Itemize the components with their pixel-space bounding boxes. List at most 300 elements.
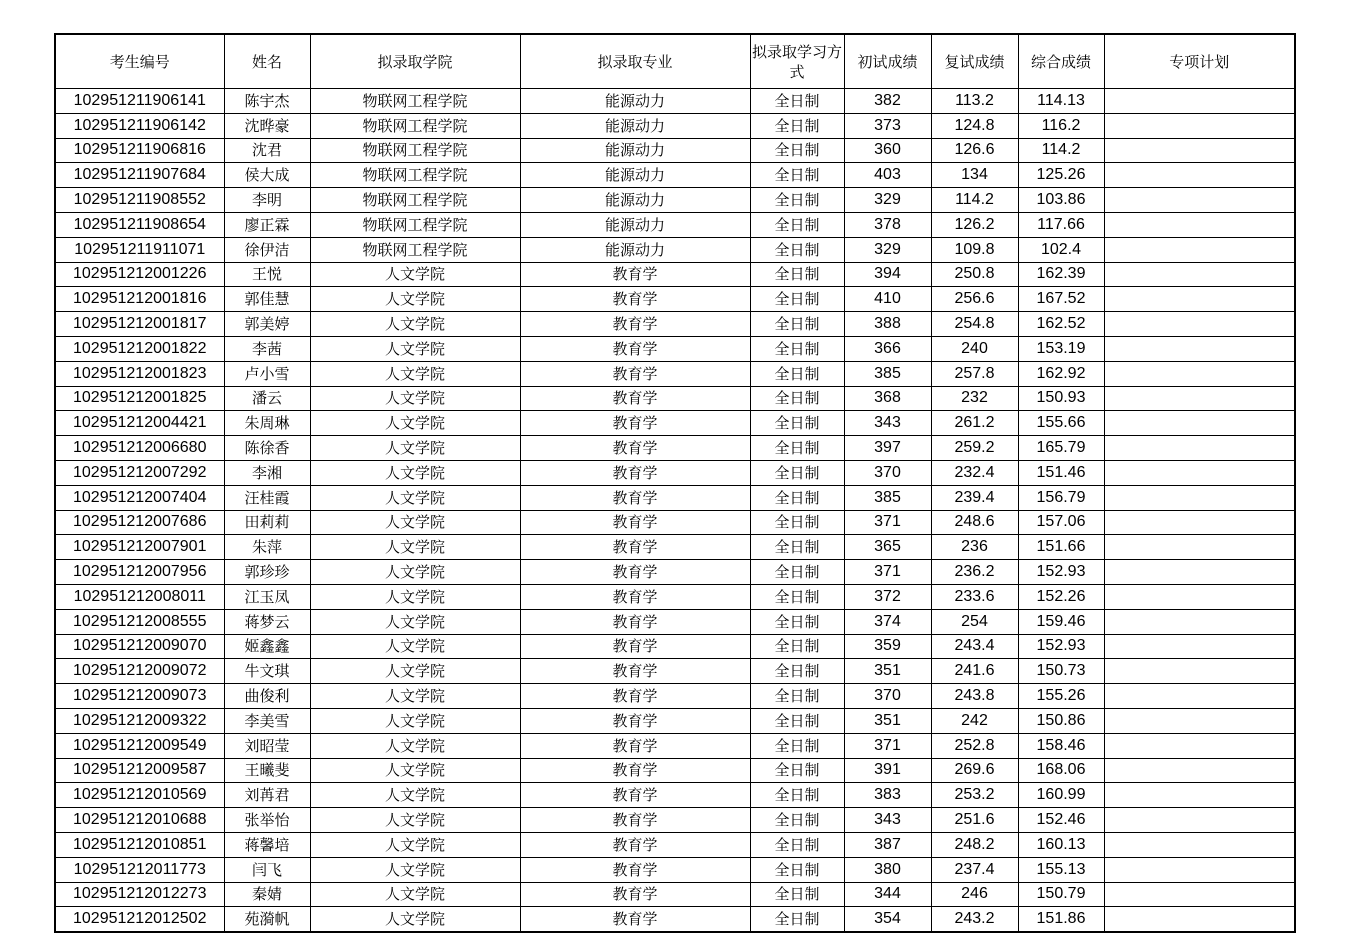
cell-total-score: 155.26 xyxy=(1018,684,1104,709)
cell-major: 能源动力 xyxy=(520,138,750,163)
cell-study-mode: 全日制 xyxy=(750,89,844,114)
cell-college: 人文学院 xyxy=(310,708,520,733)
cell-major: 教育学 xyxy=(520,312,750,337)
cell-name: 潘云 xyxy=(224,386,310,411)
cell-retest-score: 241.6 xyxy=(931,659,1018,684)
cell-retest-score: 126.2 xyxy=(931,212,1018,237)
cell-special-plan xyxy=(1104,832,1295,857)
cell-candidate-id: 102951212009072 xyxy=(55,659,224,684)
table-row xyxy=(55,336,1295,361)
cell-total-score: 116.2 xyxy=(1018,113,1104,138)
cell-name: 姬鑫鑫 xyxy=(224,634,310,659)
cell-college: 人文学院 xyxy=(310,411,520,436)
cell-initial-score: 343 xyxy=(844,808,931,833)
cell-retest-score: 134 xyxy=(931,163,1018,188)
cell-retest-score: 259.2 xyxy=(931,436,1018,461)
cell-name: 闫飞 xyxy=(224,857,310,882)
cell-retest-score: 269.6 xyxy=(931,758,1018,783)
cell-initial-score: 365 xyxy=(844,535,931,560)
cell-name: 王悦 xyxy=(224,262,310,287)
table-row xyxy=(55,783,1295,808)
cell-total-score: 102.4 xyxy=(1018,237,1104,262)
cell-total-score: 156.79 xyxy=(1018,485,1104,510)
cell-special-plan xyxy=(1104,89,1295,114)
cell-initial-score: 366 xyxy=(844,336,931,361)
cell-college: 人文学院 xyxy=(310,584,520,609)
cell-study-mode: 全日制 xyxy=(750,882,844,907)
table-row xyxy=(55,237,1295,262)
cell-special-plan xyxy=(1104,163,1295,188)
cell-college: 人文学院 xyxy=(310,386,520,411)
cell-college: 人文学院 xyxy=(310,436,520,461)
table-row xyxy=(55,684,1295,709)
cell-college: 物联网工程学院 xyxy=(310,212,520,237)
table-row xyxy=(55,758,1295,783)
header-name: 姓名 xyxy=(224,34,310,89)
cell-study-mode: 全日制 xyxy=(750,659,844,684)
header-special-plan: 专项计划 xyxy=(1104,34,1295,89)
cell-total-score: 114.2 xyxy=(1018,138,1104,163)
cell-special-plan xyxy=(1104,138,1295,163)
cell-name: 苑漪帆 xyxy=(224,907,310,932)
cell-candidate-id: 102951211906142 xyxy=(55,113,224,138)
cell-special-plan xyxy=(1104,460,1295,485)
cell-college: 人文学院 xyxy=(310,882,520,907)
cell-candidate-id: 102951211906816 xyxy=(55,138,224,163)
table-row xyxy=(55,832,1295,857)
cell-retest-score: 124.8 xyxy=(931,113,1018,138)
cell-major: 教育学 xyxy=(520,386,750,411)
cell-initial-score: 387 xyxy=(844,832,931,857)
cell-initial-score: 397 xyxy=(844,436,931,461)
cell-initial-score: 371 xyxy=(844,510,931,535)
cell-special-plan xyxy=(1104,336,1295,361)
cell-candidate-id: 102951212011773 xyxy=(55,857,224,882)
cell-college: 人文学院 xyxy=(310,684,520,709)
cell-study-mode: 全日制 xyxy=(750,411,844,436)
cell-college: 人文学院 xyxy=(310,758,520,783)
cell-study-mode: 全日制 xyxy=(750,262,844,287)
header-candidate-id: 考生编号 xyxy=(55,34,224,89)
cell-candidate-id: 102951212007901 xyxy=(55,535,224,560)
cell-name: 李茜 xyxy=(224,336,310,361)
cell-initial-score: 385 xyxy=(844,485,931,510)
cell-total-score: 151.46 xyxy=(1018,460,1104,485)
cell-retest-score: 257.8 xyxy=(931,361,1018,386)
table-row xyxy=(55,609,1295,634)
cell-major: 教育学 xyxy=(520,857,750,882)
cell-retest-score: 246 xyxy=(931,882,1018,907)
cell-major: 教育学 xyxy=(520,832,750,857)
cell-major: 教育学 xyxy=(520,907,750,932)
cell-retest-score: 236 xyxy=(931,535,1018,560)
cell-candidate-id: 102951212006680 xyxy=(55,436,224,461)
cell-name: 廖正霖 xyxy=(224,212,310,237)
table-row xyxy=(55,708,1295,733)
cell-study-mode: 全日制 xyxy=(750,361,844,386)
table-row xyxy=(55,733,1295,758)
cell-special-plan xyxy=(1104,386,1295,411)
table-row xyxy=(55,212,1295,237)
table-row xyxy=(55,659,1295,684)
cell-name: 蒋梦云 xyxy=(224,609,310,634)
cell-name: 陈徐香 xyxy=(224,436,310,461)
cell-candidate-id: 102951212012502 xyxy=(55,907,224,932)
cell-major: 教育学 xyxy=(520,361,750,386)
cell-initial-score: 403 xyxy=(844,163,931,188)
cell-major: 能源动力 xyxy=(520,113,750,138)
cell-study-mode: 全日制 xyxy=(750,535,844,560)
cell-special-plan xyxy=(1104,262,1295,287)
cell-special-plan xyxy=(1104,659,1295,684)
cell-study-mode: 全日制 xyxy=(750,188,844,213)
cell-special-plan xyxy=(1104,584,1295,609)
table-row xyxy=(55,510,1295,535)
cell-retest-score: 251.6 xyxy=(931,808,1018,833)
cell-candidate-id: 102951212001822 xyxy=(55,336,224,361)
cell-total-score: 160.13 xyxy=(1018,832,1104,857)
cell-candidate-id: 102951212010569 xyxy=(55,783,224,808)
cell-major: 教育学 xyxy=(520,560,750,585)
cell-candidate-id: 102951212008555 xyxy=(55,609,224,634)
cell-initial-score: 378 xyxy=(844,212,931,237)
cell-name: 牛文琪 xyxy=(224,659,310,684)
cell-major: 教育学 xyxy=(520,659,750,684)
cell-college: 物联网工程学院 xyxy=(310,89,520,114)
header-row xyxy=(55,34,1295,89)
cell-study-mode: 全日制 xyxy=(750,510,844,535)
cell-initial-score: 370 xyxy=(844,684,931,709)
cell-name: 秦婧 xyxy=(224,882,310,907)
cell-name: 刘苒君 xyxy=(224,783,310,808)
cell-name: 沈君 xyxy=(224,138,310,163)
cell-college: 人文学院 xyxy=(310,510,520,535)
cell-retest-score: 237.4 xyxy=(931,857,1018,882)
cell-retest-score: 126.6 xyxy=(931,138,1018,163)
cell-total-score: 159.46 xyxy=(1018,609,1104,634)
cell-major: 教育学 xyxy=(520,535,750,560)
cell-name: 陈宇杰 xyxy=(224,89,310,114)
cell-initial-score: 394 xyxy=(844,262,931,287)
table-row xyxy=(55,411,1295,436)
cell-college: 物联网工程学院 xyxy=(310,138,520,163)
cell-initial-score: 373 xyxy=(844,113,931,138)
cell-candidate-id: 102951212009073 xyxy=(55,684,224,709)
cell-initial-score: 383 xyxy=(844,783,931,808)
cell-initial-score: 370 xyxy=(844,460,931,485)
cell-college: 人文学院 xyxy=(310,659,520,684)
cell-study-mode: 全日制 xyxy=(750,287,844,312)
cell-candidate-id: 102951212001226 xyxy=(55,262,224,287)
cell-candidate-id: 102951212001816 xyxy=(55,287,224,312)
cell-retest-score: 261.2 xyxy=(931,411,1018,436)
cell-name: 曲俊利 xyxy=(224,684,310,709)
cell-total-score: 150.86 xyxy=(1018,708,1104,733)
cell-special-plan xyxy=(1104,882,1295,907)
cell-retest-score: 113.2 xyxy=(931,89,1018,114)
cell-initial-score: 391 xyxy=(844,758,931,783)
cell-total-score: 152.26 xyxy=(1018,584,1104,609)
cell-total-score: 150.73 xyxy=(1018,659,1104,684)
cell-major: 教育学 xyxy=(520,758,750,783)
cell-candidate-id: 102951212007686 xyxy=(55,510,224,535)
cell-major: 能源动力 xyxy=(520,188,750,213)
cell-special-plan xyxy=(1104,907,1295,932)
cell-candidate-id: 102951211908552 xyxy=(55,188,224,213)
cell-retest-score: 232 xyxy=(931,386,1018,411)
cell-name: 张举怡 xyxy=(224,808,310,833)
table-row xyxy=(55,312,1295,337)
cell-total-score: 152.46 xyxy=(1018,808,1104,833)
cell-initial-score: 388 xyxy=(844,312,931,337)
cell-major: 教育学 xyxy=(520,609,750,634)
cell-study-mode: 全日制 xyxy=(750,783,844,808)
cell-special-plan xyxy=(1104,188,1295,213)
cell-total-score: 151.66 xyxy=(1018,535,1104,560)
cell-candidate-id: 102951212001825 xyxy=(55,386,224,411)
cell-major: 教育学 xyxy=(520,808,750,833)
cell-candidate-id: 102951211908654 xyxy=(55,212,224,237)
table-row xyxy=(55,163,1295,188)
cell-candidate-id: 102951212010851 xyxy=(55,832,224,857)
cell-college: 物联网工程学院 xyxy=(310,113,520,138)
cell-name: 李湘 xyxy=(224,460,310,485)
cell-candidate-id: 102951212008011 xyxy=(55,584,224,609)
cell-total-score: 155.66 xyxy=(1018,411,1104,436)
cell-candidate-id: 102951212010688 xyxy=(55,808,224,833)
cell-total-score: 165.79 xyxy=(1018,436,1104,461)
cell-major: 教育学 xyxy=(520,287,750,312)
table-row xyxy=(55,138,1295,163)
cell-name: 侯大成 xyxy=(224,163,310,188)
cell-candidate-id: 102951212009587 xyxy=(55,758,224,783)
cell-college: 人文学院 xyxy=(310,783,520,808)
table-row xyxy=(55,386,1295,411)
cell-special-plan xyxy=(1104,485,1295,510)
cell-major: 教育学 xyxy=(520,634,750,659)
cell-major: 教育学 xyxy=(520,783,750,808)
table-row xyxy=(55,857,1295,882)
cell-major: 教育学 xyxy=(520,411,750,436)
cell-initial-score: 382 xyxy=(844,89,931,114)
cell-special-plan xyxy=(1104,212,1295,237)
cell-special-plan xyxy=(1104,733,1295,758)
cell-total-score: 162.52 xyxy=(1018,312,1104,337)
cell-name: 徐伊洁 xyxy=(224,237,310,262)
cell-total-score: 103.86 xyxy=(1018,188,1104,213)
admission-table xyxy=(54,33,1296,933)
cell-initial-score: 351 xyxy=(844,708,931,733)
cell-college: 物联网工程学院 xyxy=(310,188,520,213)
cell-candidate-id: 102951212007956 xyxy=(55,560,224,585)
cell-retest-score: 243.2 xyxy=(931,907,1018,932)
cell-college: 人文学院 xyxy=(310,560,520,585)
cell-total-score: 162.39 xyxy=(1018,262,1104,287)
cell-candidate-id: 102951212012273 xyxy=(55,882,224,907)
cell-special-plan xyxy=(1104,708,1295,733)
cell-study-mode: 全日制 xyxy=(750,237,844,262)
cell-college: 物联网工程学院 xyxy=(310,163,520,188)
cell-special-plan xyxy=(1104,510,1295,535)
table-row xyxy=(55,535,1295,560)
cell-retest-score: 243.4 xyxy=(931,634,1018,659)
cell-initial-score: 385 xyxy=(844,361,931,386)
cell-study-mode: 全日制 xyxy=(750,634,844,659)
cell-initial-score: 359 xyxy=(844,634,931,659)
cell-retest-score: 239.4 xyxy=(931,485,1018,510)
cell-college: 人文学院 xyxy=(310,907,520,932)
cell-retest-score: 114.2 xyxy=(931,188,1018,213)
cell-college: 人文学院 xyxy=(310,857,520,882)
cell-special-plan xyxy=(1104,411,1295,436)
cell-special-plan xyxy=(1104,758,1295,783)
cell-college: 人文学院 xyxy=(310,733,520,758)
cell-major: 教育学 xyxy=(520,460,750,485)
cell-name: 刘昭莹 xyxy=(224,733,310,758)
cell-major: 教育学 xyxy=(520,733,750,758)
cell-candidate-id: 102951211907684 xyxy=(55,163,224,188)
cell-special-plan xyxy=(1104,113,1295,138)
cell-total-score: 155.13 xyxy=(1018,857,1104,882)
cell-retest-score: 233.6 xyxy=(931,584,1018,609)
cell-special-plan xyxy=(1104,436,1295,461)
cell-total-score: 152.93 xyxy=(1018,560,1104,585)
cell-total-score: 160.99 xyxy=(1018,783,1104,808)
cell-retest-score: 250.8 xyxy=(931,262,1018,287)
cell-candidate-id: 102951211906141 xyxy=(55,89,224,114)
cell-initial-score: 372 xyxy=(844,584,931,609)
cell-total-score: 150.93 xyxy=(1018,386,1104,411)
cell-special-plan xyxy=(1104,560,1295,585)
cell-study-mode: 全日制 xyxy=(750,138,844,163)
cell-name: 郭佳慧 xyxy=(224,287,310,312)
cell-college: 物联网工程学院 xyxy=(310,237,520,262)
cell-study-mode: 全日制 xyxy=(750,733,844,758)
cell-college: 人文学院 xyxy=(310,460,520,485)
cell-initial-score: 371 xyxy=(844,733,931,758)
cell-candidate-id: 102951212009070 xyxy=(55,634,224,659)
table-row xyxy=(55,808,1295,833)
cell-retest-score: 109.8 xyxy=(931,237,1018,262)
table-row xyxy=(55,89,1295,114)
cell-study-mode: 全日制 xyxy=(750,113,844,138)
table-row xyxy=(55,188,1295,213)
cell-study-mode: 全日制 xyxy=(750,758,844,783)
table-row xyxy=(55,262,1295,287)
table-row xyxy=(55,634,1295,659)
cell-special-plan xyxy=(1104,634,1295,659)
cell-retest-score: 242 xyxy=(931,708,1018,733)
cell-name: 郭珍珍 xyxy=(224,560,310,585)
cell-major: 教育学 xyxy=(520,485,750,510)
cell-total-score: 153.19 xyxy=(1018,336,1104,361)
cell-initial-score: 410 xyxy=(844,287,931,312)
table-row xyxy=(55,436,1295,461)
cell-major: 能源动力 xyxy=(520,237,750,262)
cell-study-mode: 全日制 xyxy=(750,584,844,609)
table-row xyxy=(55,460,1295,485)
cell-name: 卢小雪 xyxy=(224,361,310,386)
table-row xyxy=(55,361,1295,386)
cell-initial-score: 371 xyxy=(844,560,931,585)
table-row xyxy=(55,560,1295,585)
table-row xyxy=(55,584,1295,609)
cell-initial-score: 344 xyxy=(844,882,931,907)
cell-name: 朱周琳 xyxy=(224,411,310,436)
header-retest-score: 复试成绩 xyxy=(931,34,1018,89)
cell-special-plan xyxy=(1104,783,1295,808)
cell-candidate-id: 102951212004421 xyxy=(55,411,224,436)
cell-initial-score: 329 xyxy=(844,188,931,213)
cell-study-mode: 全日制 xyxy=(750,560,844,585)
cell-college: 人文学院 xyxy=(310,634,520,659)
cell-study-mode: 全日制 xyxy=(750,684,844,709)
cell-major: 教育学 xyxy=(520,262,750,287)
cell-total-score: 125.26 xyxy=(1018,163,1104,188)
cell-total-score: 162.92 xyxy=(1018,361,1104,386)
table-row xyxy=(55,113,1295,138)
cell-total-score: 157.06 xyxy=(1018,510,1104,535)
cell-initial-score: 329 xyxy=(844,237,931,262)
cell-retest-score: 252.8 xyxy=(931,733,1018,758)
cell-special-plan xyxy=(1104,808,1295,833)
cell-name: 沈晔豪 xyxy=(224,113,310,138)
cell-special-plan xyxy=(1104,287,1295,312)
cell-candidate-id: 102951212009322 xyxy=(55,708,224,733)
cell-candidate-id: 102951212007404 xyxy=(55,485,224,510)
cell-retest-score: 253.2 xyxy=(931,783,1018,808)
cell-study-mode: 全日制 xyxy=(750,708,844,733)
cell-college: 人文学院 xyxy=(310,535,520,560)
cell-total-score: 114.13 xyxy=(1018,89,1104,114)
cell-college: 人文学院 xyxy=(310,336,520,361)
cell-name: 蒋馨培 xyxy=(224,832,310,857)
cell-total-score: 168.06 xyxy=(1018,758,1104,783)
cell-special-plan xyxy=(1104,237,1295,262)
header-major: 拟录取专业 xyxy=(520,34,750,89)
cell-name: 朱萍 xyxy=(224,535,310,560)
header-study-mode: 拟录取学习方式 xyxy=(750,34,844,89)
cell-study-mode: 全日制 xyxy=(750,436,844,461)
cell-candidate-id: 102951212009549 xyxy=(55,733,224,758)
cell-initial-score: 343 xyxy=(844,411,931,436)
cell-name: 王曦斐 xyxy=(224,758,310,783)
cell-total-score: 152.93 xyxy=(1018,634,1104,659)
cell-name: 郭美婷 xyxy=(224,312,310,337)
cell-major: 能源动力 xyxy=(520,163,750,188)
cell-study-mode: 全日制 xyxy=(750,832,844,857)
cell-retest-score: 254 xyxy=(931,609,1018,634)
cell-study-mode: 全日制 xyxy=(750,907,844,932)
cell-major: 教育学 xyxy=(520,708,750,733)
cell-name: 李美雪 xyxy=(224,708,310,733)
cell-retest-score: 248.6 xyxy=(931,510,1018,535)
cell-major: 教育学 xyxy=(520,684,750,709)
cell-special-plan xyxy=(1104,312,1295,337)
cell-candidate-id: 102951211911071 xyxy=(55,237,224,262)
cell-college: 人文学院 xyxy=(310,262,520,287)
table-row xyxy=(55,907,1295,932)
cell-study-mode: 全日制 xyxy=(750,386,844,411)
cell-total-score: 151.86 xyxy=(1018,907,1104,932)
cell-major: 教育学 xyxy=(520,336,750,361)
cell-candidate-id: 102951212001823 xyxy=(55,361,224,386)
cell-college: 人文学院 xyxy=(310,287,520,312)
cell-candidate-id: 102951212001817 xyxy=(55,312,224,337)
cell-college: 人文学院 xyxy=(310,485,520,510)
cell-study-mode: 全日制 xyxy=(750,485,844,510)
cell-college: 人文学院 xyxy=(310,609,520,634)
